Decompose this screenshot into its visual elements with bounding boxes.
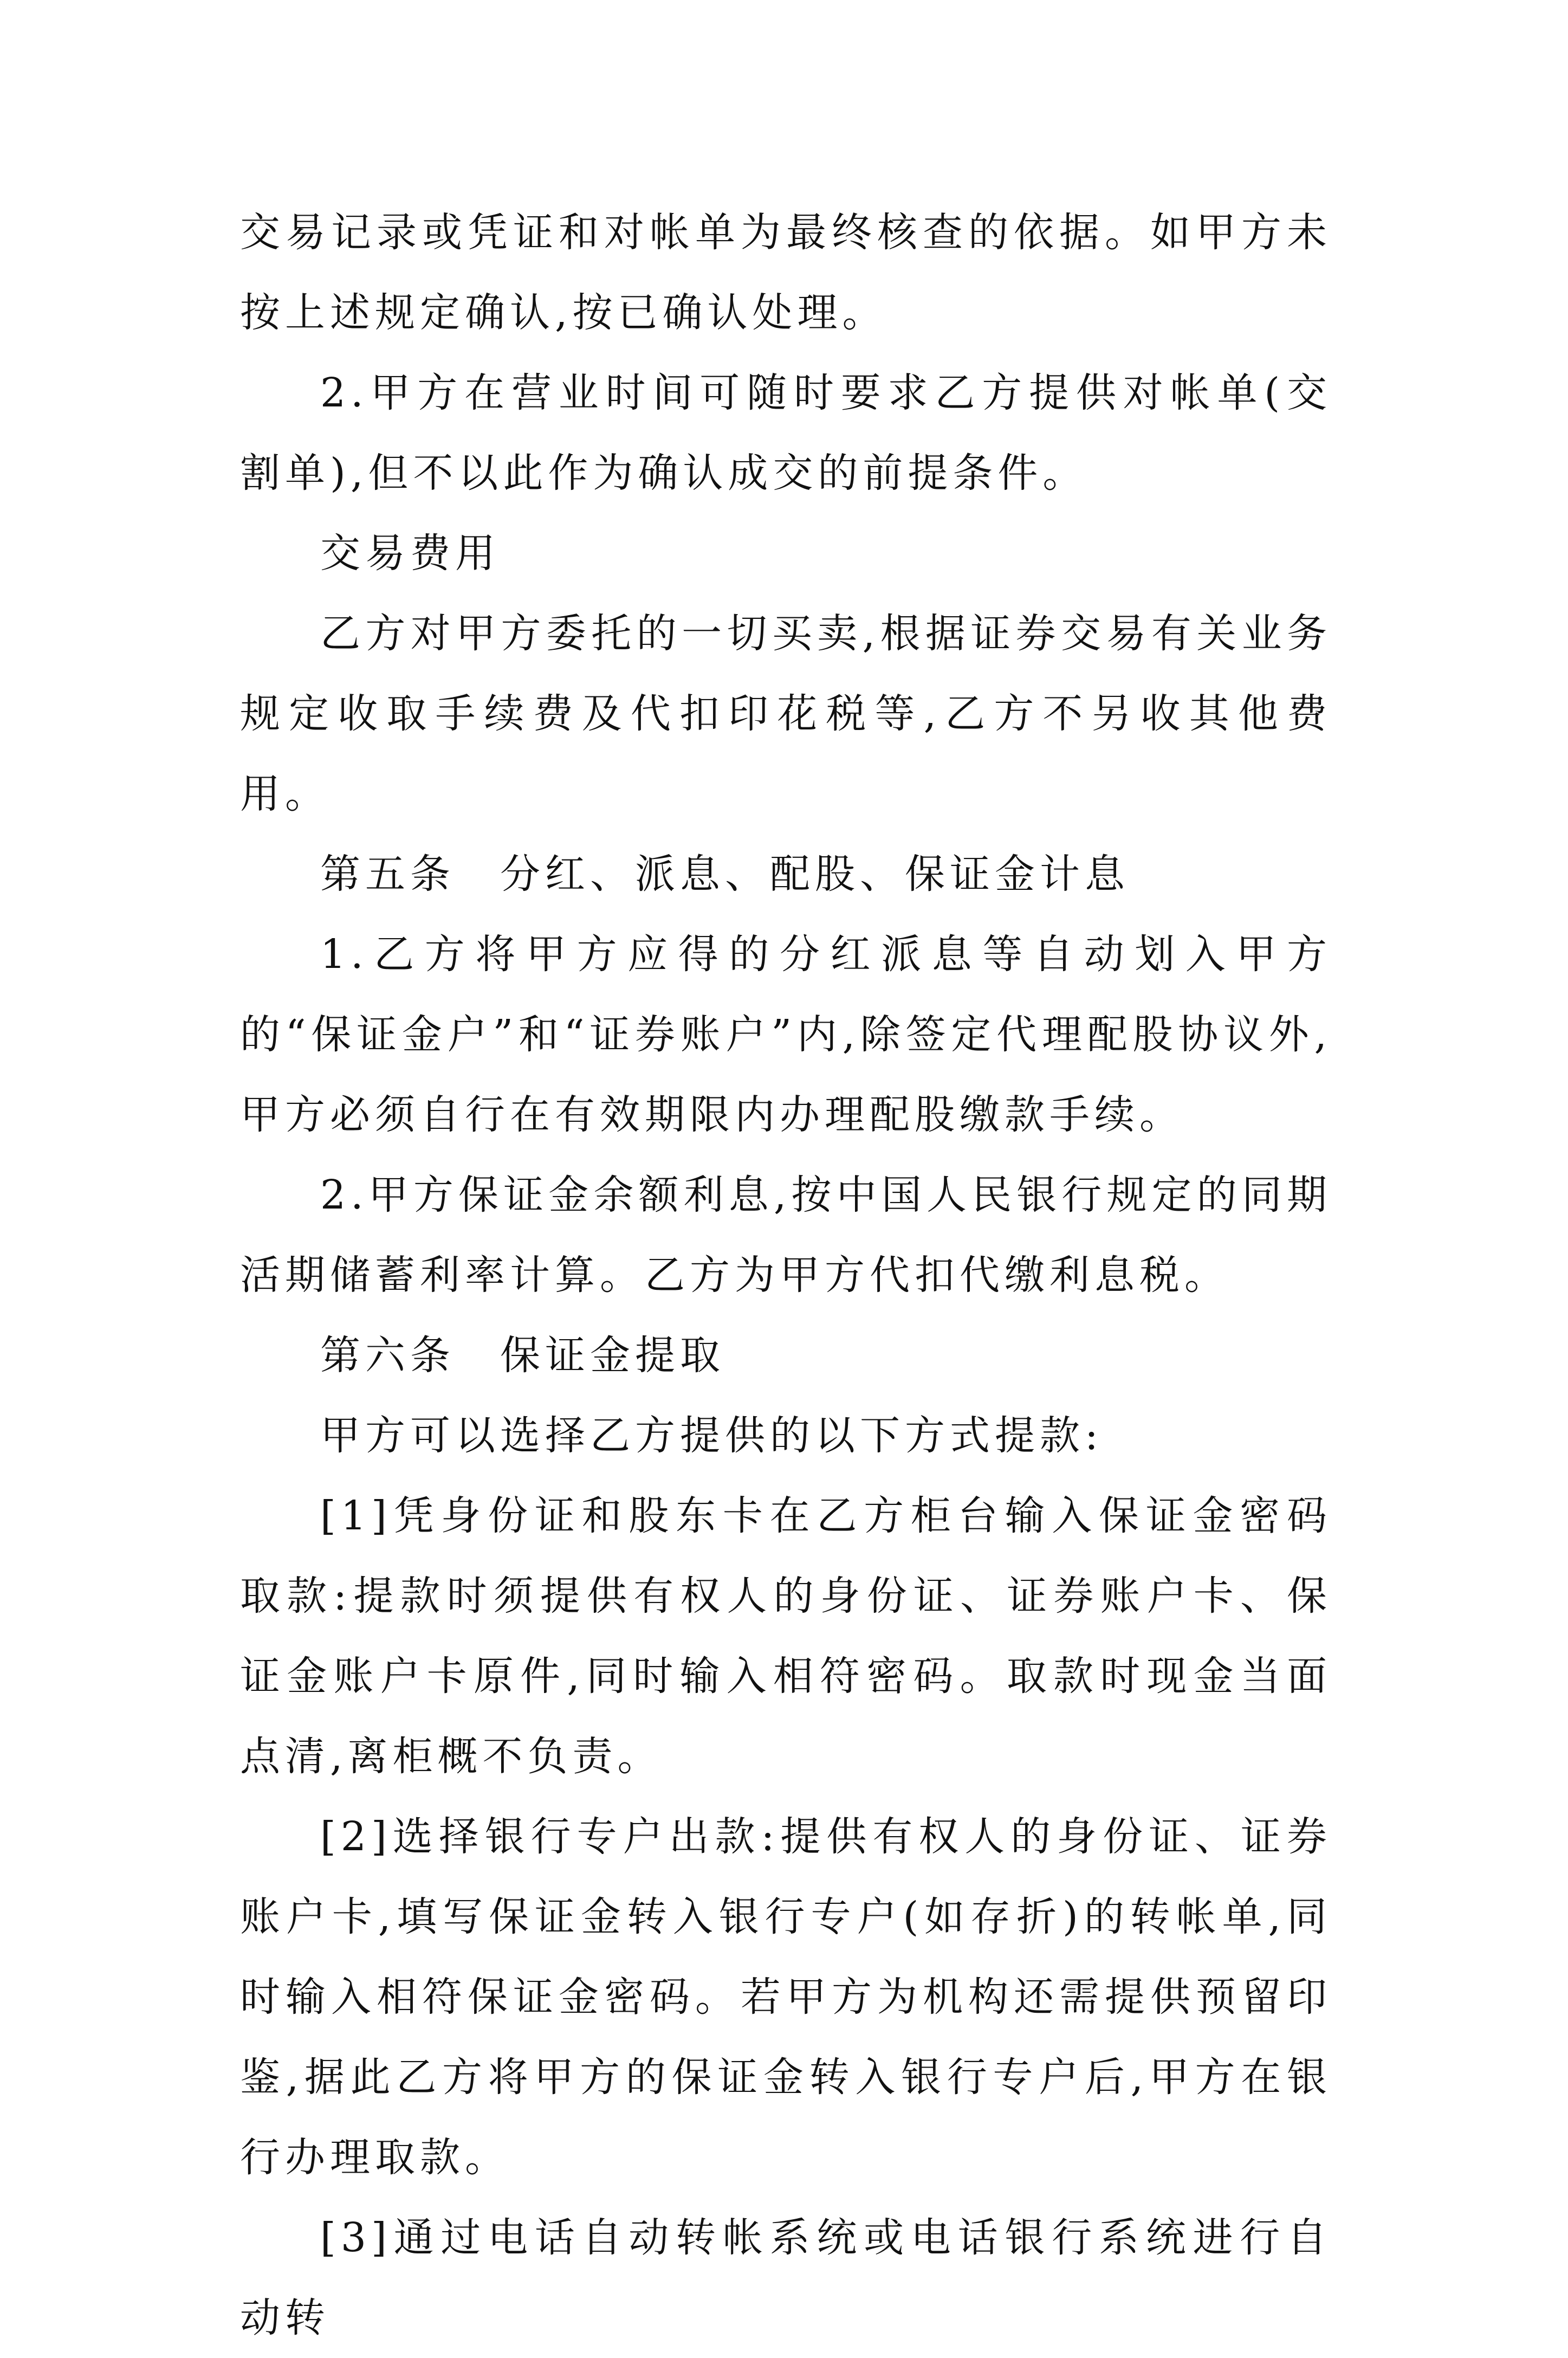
- paragraph-verification-basis: 交易记录或凭证和对帐单为最终核查的依据。如甲方未按上述规定确认,按已确认处理。: [240, 209, 1332, 336]
- paragraph-withdrawal-bank-account: [2]选择银行专户出款:提供有权人的身份证、证券账户卡,填写保证金转入银行专户(如存折)的转帐单,同时输入相符保证金密码。若甲方为机构还需提供预留印鉴,据此乙方将甲方的保证金转入银行专户后,甲方在银行办理取款。: [240, 1813, 1332, 2181]
- paragraph-withdrawal-counter: [1]凭身份证和股东卡在乙方柜台输入保证金密码取款:提款时须提供有权人的身份证、证券账户卡、保证金账户卡原件,同时输入相符密码。取款时现金当面点清,离柜概不负责。: [240, 1493, 1332, 1780]
- paragraph-statement-request: 2.甲方在营业时间可随时要求乙方提供对帐单(交割单),但不以此作为确认成交的前提条件。: [240, 370, 1332, 496]
- document-body: [240, 192, 1332, 2358]
- paragraph-trading-fees: 乙方对甲方委托的一切买卖,根据证券交易有关业务规定收取手续费及代扣印花税等,乙方不另收其他费用。: [240, 610, 1332, 817]
- section-heading-trading-fees: 交易费用: [320, 530, 500, 577]
- paragraph-withdrawal-phone: [3]通过电话自动转帐系统或电话银行系统进行自动转: [240, 2214, 1332, 2341]
- article-heading-6: 第六条 保证金提取: [320, 1332, 725, 1379]
- paragraph-deposit-interest: 2.甲方保证金余额利息,按中国人民银行规定的同期活期储蓄利率计算。乙方为甲方代扣代缴利息税。: [240, 1172, 1332, 1298]
- article-heading-5: 第五条 分红、派息、配股、保证金计息: [320, 851, 1130, 897]
- paragraph-dividends: 1.乙方将甲方应得的分红派息等自动划入甲方的“保证金户”和“证券账户”内,除签定代理配股协议外,甲方必须自行在有效期限内办理配股缴款手续。: [240, 931, 1332, 1138]
- paragraph-withdrawal-methods: 甲方可以选择乙方提供的以下方式提款:: [320, 1412, 1103, 1459]
